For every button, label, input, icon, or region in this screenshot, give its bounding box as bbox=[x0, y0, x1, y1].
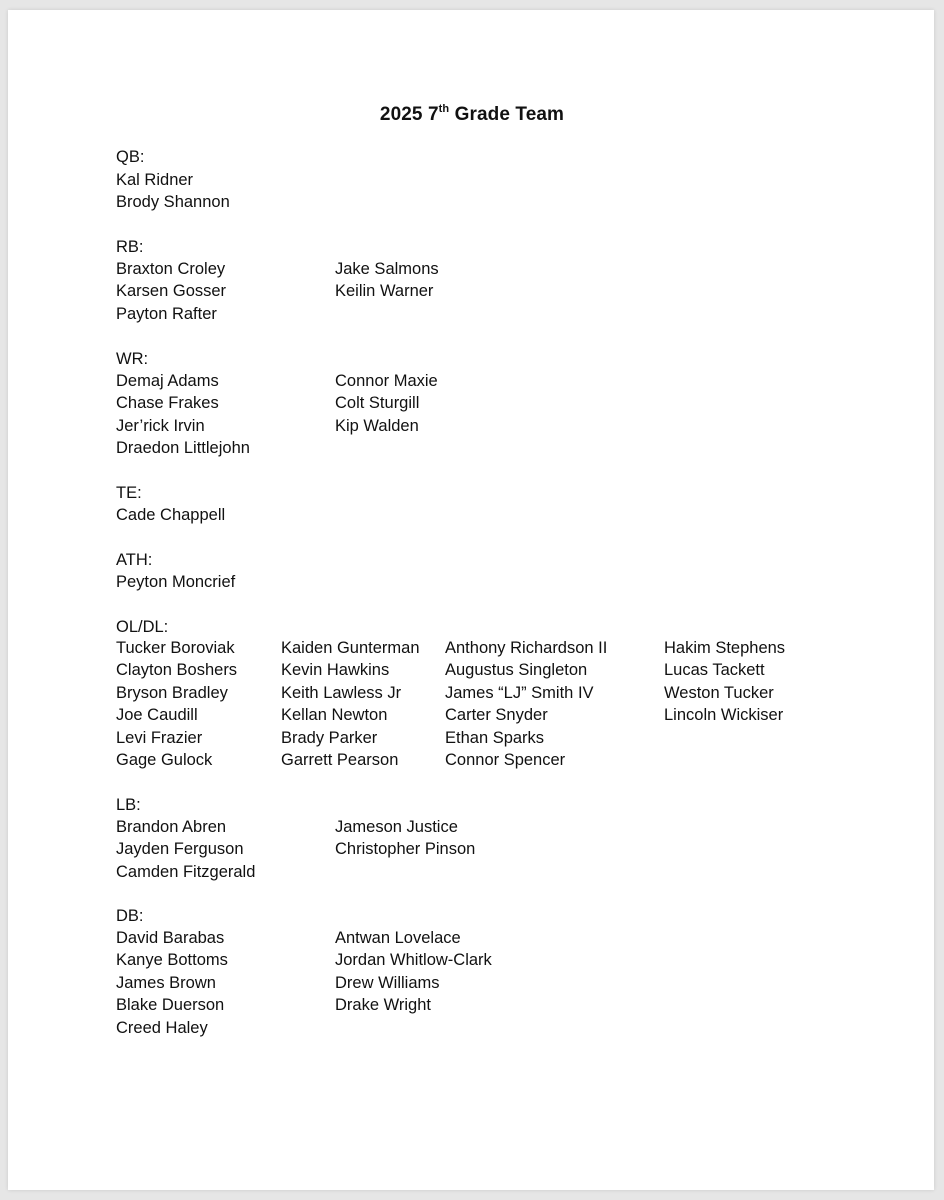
player-name: Creed Haley bbox=[116, 1018, 208, 1037]
player-name: Kaiden Gunterman bbox=[281, 639, 420, 657]
player-name: Levi Frazier bbox=[116, 728, 203, 747]
qb-column-1 bbox=[116, 169, 230, 214]
player-name: Garrett Pearson bbox=[281, 750, 399, 769]
player-name: Augustus Singleton bbox=[445, 661, 588, 680]
section-label-lb: LB: bbox=[116, 796, 141, 814]
player-name: Blake Duerson bbox=[116, 996, 225, 1015]
lb-column-1 bbox=[116, 816, 255, 883]
ath-column-1 bbox=[116, 571, 235, 593]
player-name: Karsen Gosser bbox=[116, 282, 227, 301]
lb-column-2 bbox=[335, 816, 475, 861]
player-name: Hakim Stephens bbox=[664, 639, 786, 657]
title-rest: Grade Team bbox=[454, 104, 565, 125]
player-name: Jordan Whitlow-Clark bbox=[335, 951, 492, 970]
player-name: Jake Salmons bbox=[335, 260, 439, 278]
player-name: Chase Frakes bbox=[116, 394, 219, 413]
player-name: Brady Parker bbox=[281, 728, 378, 747]
oldl-column-2 bbox=[281, 637, 420, 771]
player-name: Cade Chappell bbox=[116, 506, 226, 524]
player-name: Keith Lawless Jr bbox=[281, 683, 402, 702]
rb-column-2 bbox=[335, 258, 439, 303]
title-grade-suffix: th bbox=[438, 103, 450, 115]
player-name: Connor Maxie bbox=[335, 372, 438, 390]
player-name: Kanye Bottoms bbox=[116, 951, 228, 970]
player-name: Colt Sturgill bbox=[335, 394, 420, 413]
player-name: Ethan Sparks bbox=[445, 728, 545, 747]
db-column-2 bbox=[335, 927, 492, 1017]
player-name: Clayton Boshers bbox=[116, 661, 238, 680]
section-label-rb: RB: bbox=[116, 238, 144, 256]
player-name: James “LJ” Smith IV bbox=[445, 683, 594, 702]
player-name: Camden Fitzgerald bbox=[116, 862, 256, 881]
player-name: Drake Wright bbox=[335, 996, 431, 1015]
section-label-wr: WR: bbox=[116, 350, 149, 368]
section-label-ol-dl: OL/DL: bbox=[116, 618, 169, 636]
oldl-column-3 bbox=[445, 637, 607, 771]
player-name: Payton Rafter bbox=[116, 304, 217, 323]
section-label-te: TE: bbox=[116, 484, 142, 502]
player-name: Anthony Richardson II bbox=[445, 639, 608, 657]
player-name: Jayden Ferguson bbox=[116, 840, 244, 859]
player-name: Jameson Justice bbox=[335, 818, 458, 836]
player-name: Braxton Croley bbox=[116, 260, 226, 278]
player-name: Christopher Pinson bbox=[335, 840, 476, 859]
player-name: Draedon Littlejohn bbox=[116, 439, 250, 458]
player-name: Antwan Lovelace bbox=[335, 929, 461, 947]
te-column-1 bbox=[116, 504, 225, 526]
wr-column-2 bbox=[335, 370, 438, 437]
wr-column-1 bbox=[116, 370, 250, 460]
player-name: Kip Walden bbox=[335, 416, 419, 435]
player-name: Keilin Warner bbox=[335, 282, 434, 301]
player-name: Connor Spencer bbox=[445, 750, 566, 769]
section-label-db: DB: bbox=[116, 907, 144, 925]
oldl-column-4 bbox=[664, 637, 785, 727]
page-title bbox=[0, 104, 944, 126]
player-name: Kal Ridner bbox=[116, 171, 194, 189]
player-name: Weston Tucker bbox=[664, 683, 774, 702]
player-name: Lucas Tackett bbox=[664, 661, 765, 680]
player-name: Brody Shannon bbox=[116, 193, 230, 212]
player-name: Drew Williams bbox=[335, 973, 440, 992]
player-name: James Brown bbox=[116, 973, 216, 992]
player-name: Gage Gulock bbox=[116, 750, 213, 769]
player-name: Brandon Abren bbox=[116, 818, 227, 836]
player-name: David Barabas bbox=[116, 929, 225, 947]
player-name: Peyton Moncrief bbox=[116, 573, 236, 591]
db-column-1 bbox=[116, 927, 228, 1039]
player-name: Lincoln Wickiser bbox=[664, 706, 784, 725]
title-year: 2025 bbox=[379, 104, 423, 125]
title-grade-number: 7 bbox=[427, 104, 439, 125]
player-name: Kevin Hawkins bbox=[281, 661, 390, 680]
player-name: Kellan Newton bbox=[281, 706, 388, 725]
section-label-qb: QB: bbox=[116, 148, 145, 166]
player-name: Tucker Boroviak bbox=[116, 639, 235, 657]
player-name: Joe Caudill bbox=[116, 706, 198, 725]
player-name: Bryson Bradley bbox=[116, 683, 228, 702]
oldl-column-1 bbox=[116, 637, 237, 771]
player-name: Demaj Adams bbox=[116, 372, 219, 390]
player-name: Carter Snyder bbox=[445, 706, 548, 725]
section-label-ath: ATH: bbox=[116, 551, 153, 569]
rb-column-1 bbox=[116, 258, 226, 325]
player-name: Jer’rick Irvin bbox=[116, 416, 205, 435]
